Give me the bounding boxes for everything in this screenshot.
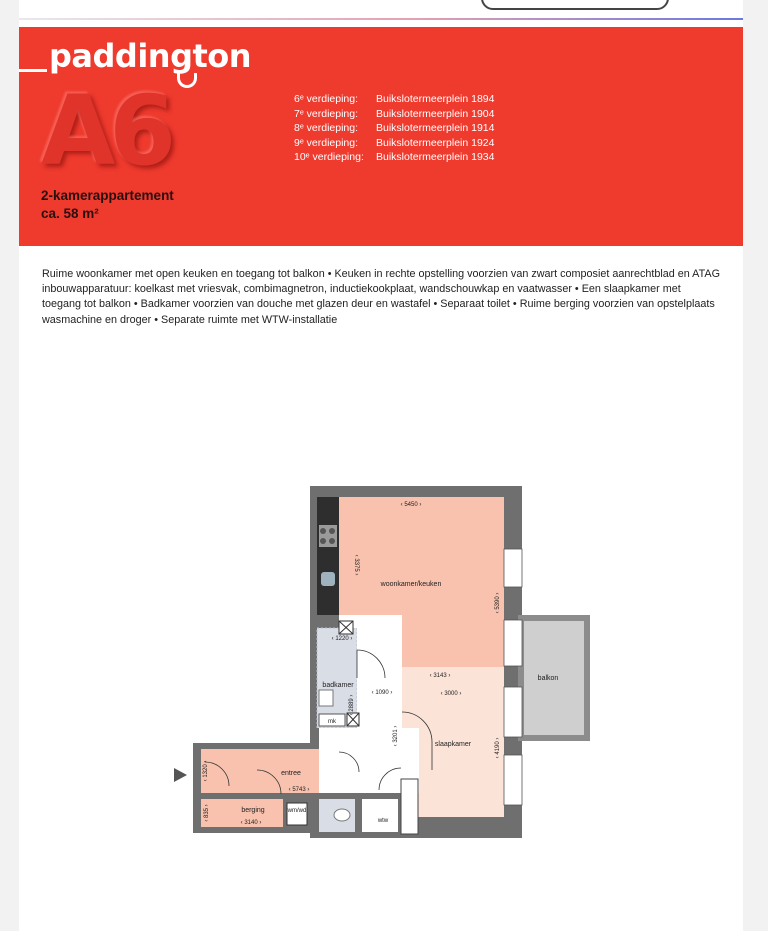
dim-bath-depth: ‹ 2889 › xyxy=(349,694,355,716)
washer-dryer xyxy=(287,803,307,825)
kitchen-counter xyxy=(317,497,339,615)
wtw-room xyxy=(362,799,398,832)
floor-address: Buikslotermeerplein 1934 xyxy=(376,151,495,164)
floor-address: Buikslotermeerplein 1924 xyxy=(376,136,495,149)
dim-living-bottom: ‹ 3143 › xyxy=(429,673,451,679)
floor-plan xyxy=(19,0,743,931)
floor-label: 9ᵉ verdieping: xyxy=(294,136,359,149)
apartment-area: ca. 58 m² xyxy=(41,206,99,221)
room-label-balcony: balkon xyxy=(537,675,559,682)
dim-storage-width: ‹ 3140 › xyxy=(240,820,262,826)
brochure-page xyxy=(19,0,743,931)
room-label-living: woonkamer/keuken xyxy=(380,581,442,588)
room-label-bathroom: badkamer xyxy=(322,682,354,689)
dim-entree-depth: ‹ 1320 › xyxy=(203,760,209,782)
floor-label: 10ᵉ verdieping: xyxy=(294,151,364,164)
dim-entree-width: ‹ 5743 › xyxy=(288,787,310,793)
room-label-washer: wm/wd xyxy=(287,808,307,814)
dim-living-depth-right: ‹ 5390 › xyxy=(495,592,501,614)
dim-bed-depth-right: ‹ 4190 › xyxy=(495,737,501,759)
wtw-cabinet xyxy=(401,779,418,834)
room-label-bedroom: slaapkamer xyxy=(434,741,472,748)
apartment-type: 2-kamerappartement xyxy=(41,188,174,203)
apartment-type-code: A6 xyxy=(41,75,171,187)
dim-hall-width: ‹ 1090 › xyxy=(371,690,393,696)
toilet-bowl xyxy=(334,809,350,821)
room-label-storage: berging xyxy=(241,807,265,814)
dim-storage-depth: ‹ 835 › xyxy=(204,804,210,822)
room-label-wtw: wtw xyxy=(377,818,389,824)
description-text: Ruime woonkamer met open keuken en toegang tot balkon • Keuken in rechte opstelling voorzien van zwart composiet aanrechtblad en ATAG inbouwapparatuur: koelkast met vriesvak, combimagnetron, inductiekookplaat, wandschouwkap en vaatwasser • Een slaapkamer met toegang tot balkon • Badkamer voorzien van douche met glazen deur en wastafel • Separaat toilet • Ruime berging voorzien van opstelplaats wasmachine en droger • Separate ruimte met WTW-installatie xyxy=(42,268,720,326)
room-label-entrance: entree xyxy=(281,770,301,777)
room-label-mk: mk xyxy=(328,719,336,725)
floor-address: Buikslotermeerplein 1904 xyxy=(376,107,495,120)
floor-address: Buikslotermeerplein 1894 xyxy=(376,93,495,105)
entry-arrow-icon xyxy=(174,768,187,782)
floor-label: 8ᵉ verdieping: xyxy=(294,122,359,135)
floor-address: Buikslotermeerplein 1914 xyxy=(376,122,495,135)
dim-living-width: ‹ 5450 › xyxy=(400,502,422,508)
dim-bed-depth-left: ‹ 3201 › xyxy=(393,725,399,747)
floor-label: 6ᵉ verdieping: xyxy=(294,93,359,105)
floor-label: 7ᵉ verdieping: xyxy=(294,107,359,120)
dim-bed-width: ‹ 3000 › xyxy=(440,691,462,697)
brand-name: paddington xyxy=(49,37,252,75)
dim-bath-width: ‹ 1220 › xyxy=(331,636,353,642)
dim-living-depth-left: ‹ 3375 › xyxy=(353,554,359,576)
